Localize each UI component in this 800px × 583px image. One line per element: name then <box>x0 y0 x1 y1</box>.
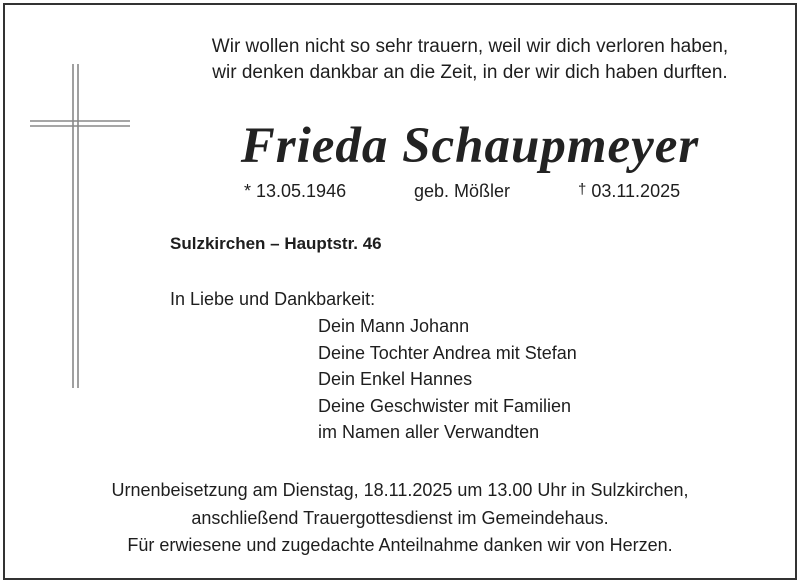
mourner-item: Deine Tochter Andrea mit Stefan <box>318 342 577 363</box>
mourner-item: im Namen aller Verwandten <box>318 422 540 442</box>
birth-date: * 13.05.1946 <box>244 181 347 201</box>
funeral-info-line: Urnenbeisetzung am Dienstag, 18.11.2025 um 13.00 Uhr in Sulzkirchen, <box>111 480 689 500</box>
address: Sulzkirchen – Hauptstr. 46 <box>170 234 382 253</box>
funeral-info-line: anschließend Trauergottesdienst im Gemeindehaus. <box>191 507 609 528</box>
quote-line: Wir wollen nicht so sehr trauern, weil wir dich verloren haben, <box>211 36 729 57</box>
deceased-name: Frieda Schaupmeyer <box>240 118 700 174</box>
memorial-quote <box>150 34 790 86</box>
quote-line: wir denken dankbar an die Zeit, in der wir dich haben durften. <box>212 62 728 83</box>
funeral-info <box>10 477 790 560</box>
mourners-intro: In Liebe und Dankbarkeit: <box>170 289 376 309</box>
mourners-list <box>318 313 577 446</box>
thanks-line: Für erwiesene und zugedachte Anteilnahme danken wir von Herzen. <box>127 535 673 555</box>
mourner-item: Dein Mann Johann <box>318 316 470 336</box>
death-date-group <box>578 179 680 205</box>
cross-icon <box>30 64 130 388</box>
death-date: 03.11.2025 <box>586 181 681 201</box>
maiden-name: geb. Mößler <box>414 181 511 201</box>
mourner-item: Dein Enkel Hannes <box>318 369 473 389</box>
dagger-symbol: † <box>578 181 587 198</box>
mourner-item: Deine Geschwister mit Familien <box>318 395 572 416</box>
